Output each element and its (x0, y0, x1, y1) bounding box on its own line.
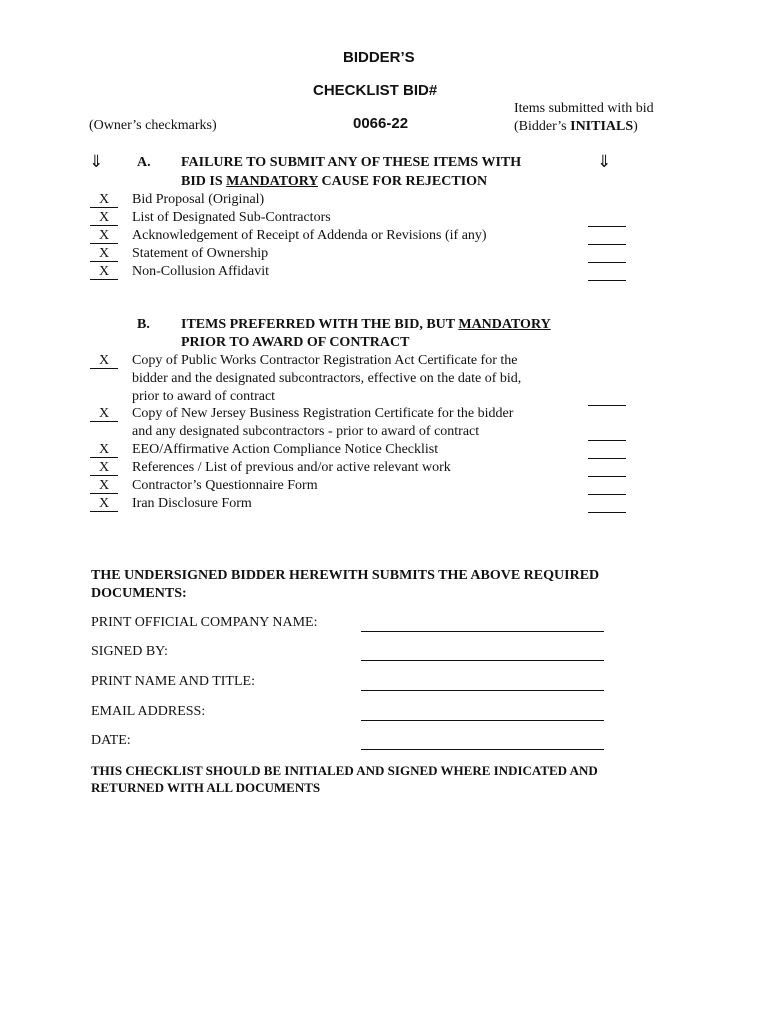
title-line-2: CHECKLIST BID# (313, 82, 438, 99)
initials-blank[interactable] (588, 458, 626, 459)
owner-checkmark: X (90, 496, 118, 512)
field-label-email: EMAIL ADDRESS: (91, 704, 206, 719)
checklist-item: List of Designated Sub-Contractors (132, 210, 331, 225)
initials-blank[interactable] (588, 226, 626, 227)
checklist-item-line: Copy of New Jersey Business Registration Certificate for the bidder (132, 406, 514, 421)
checklist-item-line: prior to award of contract (132, 389, 276, 404)
bidder-initials-label: (Bidder’s INITIALS) (514, 119, 638, 134)
initials-blank[interactable] (588, 244, 626, 245)
undersigned-statement-line2: DOCUMENTS: (91, 586, 187, 601)
section-a-heading: FAILURE TO SUBMIT ANY OF THESE ITEMS WITH (181, 155, 522, 170)
section-b-heading: ITEMS PREFERRED WITH THE BID, BUT MANDATORY (181, 317, 551, 332)
undersigned-statement: THE UNDERSIGNED BIDDER HEREWITH SUBMITS THE ABOVE REQUIRED (91, 568, 600, 583)
field-label-name-title: PRINT NAME AND TITLE: (91, 674, 255, 689)
bid-number: 0066-22 (353, 115, 409, 132)
initials-blank[interactable] (588, 512, 626, 513)
down-arrow-icon: ⇓ (89, 152, 104, 172)
date-field[interactable] (361, 749, 604, 750)
owner-checkmark: X (90, 246, 118, 262)
owner-checkmark: X (90, 442, 118, 458)
footer-instruction-line2: RETURNED WITH ALL DOCUMENTS (91, 780, 321, 795)
owner-checkmark: X (90, 264, 118, 280)
owner-checkmark: X (90, 192, 118, 208)
owner-checkmarks-label: (Owner’s checkmarks) (89, 118, 217, 133)
checklist-item: Acknowledgement of Receipt of Addenda or Revisions (if any) (132, 228, 487, 243)
name-title-field[interactable] (361, 690, 604, 691)
down-arrow-icon: ⇓ (597, 152, 612, 172)
section-a-letter: A. (137, 155, 151, 170)
initials-blank[interactable] (588, 280, 626, 281)
email-field[interactable] (361, 720, 604, 721)
footer-instruction: THIS CHECKLIST SHOULD BE INITIALED AND SIGNED WHERE INDICATED AND (91, 763, 598, 778)
checklist-item-line: References / List of previous and/or active relevant work (132, 460, 451, 475)
checklist-item: Statement of Ownership (132, 246, 269, 261)
checklist-item: Bid Proposal (Original) (132, 192, 265, 207)
field-label-signed-by: SIGNED BY: (91, 644, 168, 659)
owner-checkmark: X (90, 353, 118, 369)
owner-checkmark: X (90, 478, 118, 494)
initials-blank[interactable] (588, 262, 626, 263)
field-label-date: DATE: (91, 733, 131, 748)
checklist-item-line: Copy of Public Works Contractor Registration Act Certificate for the (132, 353, 518, 368)
signed-by-field[interactable] (361, 660, 604, 661)
initials-blank[interactable] (588, 494, 626, 495)
company-name-field[interactable] (361, 631, 604, 632)
items-submitted-label: Items submitted with bid (514, 101, 654, 116)
initials-blank[interactable] (588, 405, 626, 406)
owner-checkmark: X (90, 406, 118, 422)
section-b-letter: B. (137, 317, 150, 332)
section-a-heading-line2: BID IS MANDATORY CAUSE FOR REJECTION (181, 174, 488, 189)
checklist-item-line: and any designated subcontractors - prior to award of contract (132, 424, 480, 439)
checklist-item-line: Contractor’s Questionnaire Form (132, 478, 318, 493)
field-label-company-name: PRINT OFFICIAL COMPANY NAME: (91, 615, 318, 630)
owner-checkmark: X (90, 460, 118, 476)
owner-checkmark: X (90, 210, 118, 226)
checklist-item-line: Iran Disclosure Form (132, 496, 252, 511)
owner-checkmark: X (90, 228, 118, 244)
checklist-item-line: EEO/Affirmative Action Compliance Notice Checklist (132, 442, 439, 457)
initials-blank[interactable] (588, 440, 626, 441)
section-b-heading-line2: PRIOR TO AWARD OF CONTRACT (181, 335, 410, 350)
initials-blank[interactable] (588, 476, 626, 477)
checklist-item: Non-Collusion Affidavit (132, 264, 270, 279)
checklist-item-line: bidder and the designated subcontractors, effective on the date of bid, (132, 371, 522, 386)
title-line-1: BIDDER’S (343, 49, 415, 66)
